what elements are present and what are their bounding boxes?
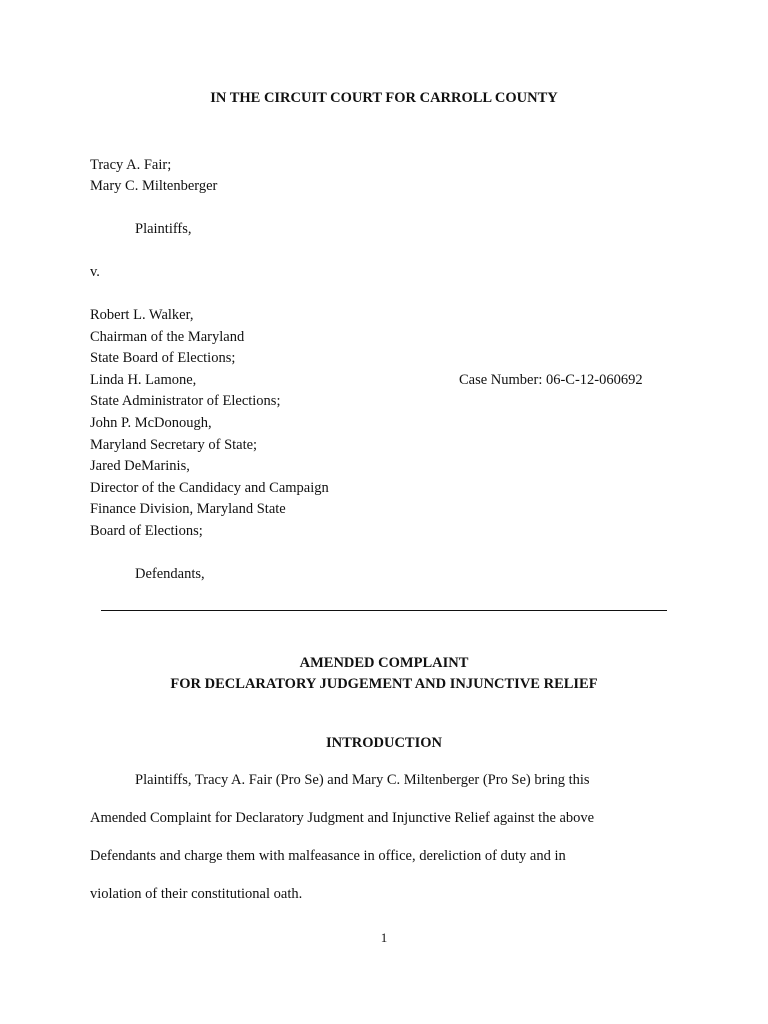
defendant-line: Jared DeMarinis,: [90, 458, 190, 474]
defendant-line: Director of the Candidacy and Campaign: [90, 480, 329, 496]
defendant-line: Board of Elections;: [90, 523, 203, 539]
plaintiffs-role: Plaintiffs,: [135, 221, 192, 237]
caption-divider: [101, 610, 667, 611]
case-number: Case Number: 06-C-12-060692: [459, 372, 643, 388]
plaintiff-name-1: Tracy A. Fair;: [90, 157, 172, 173]
intro-paragraph-line: Defendants and charge them with malfeasance in office, dereliction of duty and in: [90, 848, 566, 864]
document-title-line-1: AMENDED COMPLAINT: [299, 655, 469, 671]
defendant-line: State Administrator of Elections;: [90, 393, 281, 409]
intro-paragraph-line: Amended Complaint for Declaratory Judgment and Injunctive Relief against the above: [90, 810, 595, 826]
defendant-line: Finance Division, Maryland State: [90, 501, 286, 517]
page-number: 1: [380, 930, 388, 945]
document-title-line-2: FOR DECLARATORY JUDGEMENT AND INJUNCTIVE RELIEF: [170, 676, 598, 692]
defendant-line: State Board of Elections;: [90, 350, 236, 366]
versus-label: v.: [90, 264, 100, 280]
plaintiff-name-2: Mary C. Miltenberger: [90, 178, 218, 194]
defendant-line: Chairman of the Maryland: [90, 329, 245, 345]
defendant-line: John P. McDonough,: [90, 415, 212, 431]
defendants-role: Defendants,: [135, 566, 205, 582]
intro-paragraph-line: violation of their constitutional oath.: [90, 886, 303, 902]
court-heading: IN THE CIRCUIT COURT FOR CARROLL COUNTY: [210, 90, 558, 106]
defendant-line: Maryland Secretary of State;: [90, 437, 258, 453]
section-heading: INTRODUCTION: [325, 735, 442, 751]
intro-paragraph-line: Plaintiffs, Tracy A. Fair (Pro Se) and Mary C. Miltenberger (Pro Se) bring this: [135, 772, 590, 788]
defendant-line: Linda H. Lamone,: [90, 372, 197, 388]
defendant-line: Robert L. Walker,: [90, 307, 194, 323]
